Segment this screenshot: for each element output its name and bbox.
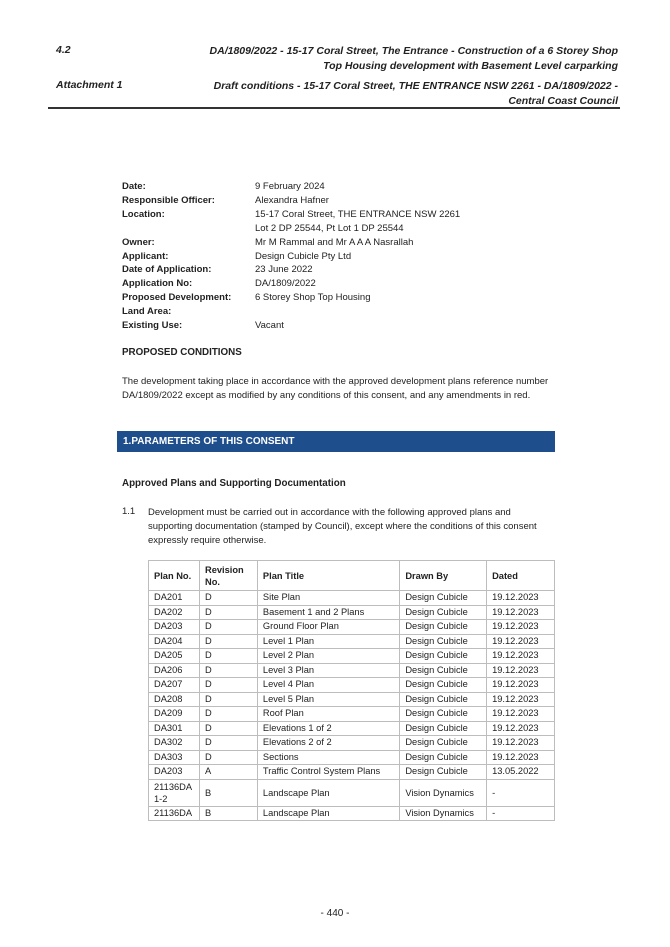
cell-plan-no: DA203 xyxy=(149,765,200,780)
detail-label: Application No: xyxy=(122,278,193,290)
cell-revision: D xyxy=(199,634,257,649)
cell-plan-title: Landscape Plan xyxy=(257,779,399,806)
attachment-label: Attachment 1 xyxy=(56,79,123,91)
detail-value: Lot 2 DP 25544, Pt Lot 1 DP 25544 xyxy=(255,222,404,234)
cell-plan-title: Level 1 Plan xyxy=(257,634,399,649)
table-row xyxy=(149,750,555,765)
detail-value: 6 Storey Shop Top Housing xyxy=(255,292,371,304)
detail-label: Land Area: xyxy=(122,306,172,318)
approved-plans-table xyxy=(148,560,555,821)
cell-plan-no: DA206 xyxy=(149,663,200,678)
item-title: DA/1809/2022 - 15-17 Coral Street, The Entrance - Construction of a 6 Storey Shop Top Housing development with Basement Level carparking xyxy=(209,45,618,72)
detail-row xyxy=(122,236,555,250)
cell-plan-no: DA208 xyxy=(149,692,200,707)
table-row xyxy=(149,707,555,722)
page-number: - 440 - xyxy=(320,908,350,919)
header-plan-title: Plan Title xyxy=(257,561,399,591)
cell-drawn-by: Design Cubicle xyxy=(400,765,487,780)
cell-plan-no: 21136DA xyxy=(149,806,200,821)
detail-row xyxy=(122,263,555,277)
cell-plan-title: Level 3 Plan xyxy=(257,663,399,678)
cell-plan-no: DA209 xyxy=(149,707,200,722)
cell-drawn-by: Design Cubicle xyxy=(400,620,487,635)
detail-row xyxy=(122,208,555,222)
cell-drawn-by: Design Cubicle xyxy=(400,678,487,693)
detail-row xyxy=(122,319,555,333)
cell-revision: D xyxy=(199,649,257,664)
detail-row xyxy=(122,222,555,236)
detail-value: Mr M Rammal and Mr A A A Nasrallah xyxy=(255,236,414,248)
cell-plan-title: Level 5 Plan xyxy=(257,692,399,707)
cell-drawn-by: Design Cubicle xyxy=(400,721,487,736)
header-drawn-by: Drawn By xyxy=(400,561,487,591)
cell-drawn-by: Design Cubicle xyxy=(400,634,487,649)
cell-plan-no: DA204 xyxy=(149,634,200,649)
application-details xyxy=(122,180,555,333)
cell-dated: 19.12.2023 xyxy=(487,750,555,765)
detail-label: Responsible Officer: xyxy=(122,194,215,206)
cell-dated: 19.12.2023 xyxy=(487,678,555,693)
cell-plan-title: Roof Plan xyxy=(257,707,399,722)
item-number: 4.2 xyxy=(56,44,71,56)
table-row xyxy=(149,634,555,649)
cell-plan-no: DA302 xyxy=(149,736,200,751)
table-row xyxy=(149,736,555,751)
detail-label: Applicant: xyxy=(122,250,169,262)
cell-plan-title: Landscape Plan xyxy=(257,806,399,821)
detail-label: Owner: xyxy=(122,236,155,248)
table-row xyxy=(149,692,555,707)
cell-drawn-by: Vision Dynamics xyxy=(400,806,487,821)
cell-plan-no: DA207 xyxy=(149,678,200,693)
cell-plan-no: DA202 xyxy=(149,605,200,620)
detail-value: Design Cubicle Pty Ltd xyxy=(255,250,352,262)
cell-plan-title: Elevations 2 of 2 xyxy=(257,736,399,751)
table-header-row xyxy=(149,561,555,591)
detail-label: Date of Application: xyxy=(122,264,212,276)
cell-dated: 19.12.2023 xyxy=(487,591,555,606)
cell-revision: D xyxy=(199,707,257,722)
detail-value: Vacant xyxy=(255,320,284,332)
proposed-conditions-heading: PROPOSED CONDITIONS xyxy=(122,347,242,358)
cell-revision: D xyxy=(199,692,257,707)
cell-plan-title: Traffic Control System Plans xyxy=(257,765,399,780)
proposed-conditions-text: The development taking place in accordance with the approved development plans reference number DA/1809/2022 except as modified by any conditions of this consent, and any amendments in red. xyxy=(122,376,549,401)
table-row xyxy=(149,721,555,736)
table-row xyxy=(149,806,555,821)
cell-dated: 19.12.2023 xyxy=(487,649,555,664)
cell-plan-title: Basement 1 and 2 Plans xyxy=(257,605,399,620)
table-row xyxy=(149,591,555,606)
cell-dated: 19.12.2023 xyxy=(487,605,555,620)
cell-revision: D xyxy=(199,591,257,606)
detail-label: Location: xyxy=(122,208,165,220)
cell-dated: 19.12.2023 xyxy=(487,663,555,678)
detail-label: Proposed Development: xyxy=(122,292,232,304)
cell-revision: A xyxy=(199,765,257,780)
header-dated: Dated xyxy=(487,561,555,591)
cell-revision: D xyxy=(199,721,257,736)
cell-revision: B xyxy=(199,779,257,806)
cell-plan-no: DA205 xyxy=(149,649,200,664)
detail-value: 9 February 2024 xyxy=(255,181,325,192)
cell-drawn-by: Design Cubicle xyxy=(400,707,487,722)
cell-dated: 19.12.2023 xyxy=(487,736,555,751)
detail-value: 15-17 Coral Street, THE ENTRANCE NSW 2261 xyxy=(255,208,461,220)
cell-revision: B xyxy=(199,806,257,821)
cell-drawn-by: Design Cubicle xyxy=(400,605,487,620)
table-body xyxy=(149,591,555,821)
cell-revision: D xyxy=(199,620,257,635)
cell-plan-title: Level 4 Plan xyxy=(257,678,399,693)
cell-drawn-by: Vision Dynamics xyxy=(400,779,487,806)
detail-row xyxy=(122,291,555,305)
cell-drawn-by: Design Cubicle xyxy=(400,591,487,606)
header-revision-no: Revision No. xyxy=(199,561,257,591)
detail-value: 23 June 2022 xyxy=(255,264,313,276)
section-banner: 1.PARAMETERS OF THIS CONSENT xyxy=(117,431,555,452)
cell-dated: - xyxy=(487,806,555,821)
cell-drawn-by: Design Cubicle xyxy=(400,736,487,751)
table-row xyxy=(149,605,555,620)
header-divider xyxy=(48,107,620,109)
condition-text: Development must be carried out in accordance with the following approved plans and supporting documentation (stamped by Council), except where the conditions of this consent expressly require otherwise. xyxy=(148,507,537,546)
table-row xyxy=(149,663,555,678)
detail-row xyxy=(122,194,555,208)
cell-revision: D xyxy=(199,663,257,678)
approved-plans-heading: Approved Plans and Supporting Documentation xyxy=(122,478,346,489)
detail-row xyxy=(122,250,555,264)
cell-plan-title: Elevations 1 of 2 xyxy=(257,721,399,736)
cell-plan-no: DA303 xyxy=(149,750,200,765)
cell-revision: D xyxy=(199,736,257,751)
cell-revision: D xyxy=(199,678,257,693)
detail-row xyxy=(122,180,555,194)
table-row xyxy=(149,779,555,806)
cell-plan-no: DA203 xyxy=(149,620,200,635)
detail-row xyxy=(122,305,555,319)
table-row xyxy=(149,678,555,693)
cell-plan-no: DA301 xyxy=(149,721,200,736)
cell-dated: 19.12.2023 xyxy=(487,620,555,635)
cell-dated: 19.12.2023 xyxy=(487,707,555,722)
cell-plan-no: 21136DA 1-2 xyxy=(149,779,200,806)
cell-revision: D xyxy=(199,605,257,620)
cell-plan-title: Sections xyxy=(257,750,399,765)
cell-dated: 13.05.2022 xyxy=(487,765,555,780)
cell-plan-title: Site Plan xyxy=(257,591,399,606)
detail-value xyxy=(255,305,555,319)
header-plan-no: Plan No. xyxy=(149,561,200,591)
cell-dated: 19.12.2023 xyxy=(487,692,555,707)
condition-number: 1.1 xyxy=(122,506,136,517)
cell-plan-title: Ground Floor Plan xyxy=(257,620,399,635)
cell-revision: D xyxy=(199,750,257,765)
detail-label xyxy=(122,222,255,236)
cell-dated: 19.12.2023 xyxy=(487,721,555,736)
detail-value: Alexandra Hafner xyxy=(255,194,329,206)
attachment-title: Draft conditions - 15-17 Coral Street, THE ENTRANCE NSW 2261 - DA/1809/2022 - Central Coast Council xyxy=(213,80,618,107)
cell-plan-no: DA201 xyxy=(149,591,200,606)
table-row xyxy=(149,620,555,635)
table-row xyxy=(149,649,555,664)
detail-label: Existing Use: xyxy=(122,320,183,332)
cell-drawn-by: Design Cubicle xyxy=(400,663,487,678)
detail-label: Date: xyxy=(122,181,146,192)
cell-dated: - xyxy=(487,779,555,806)
detail-value: DA/1809/2022 xyxy=(255,278,316,290)
cell-plan-title: Level 2 Plan xyxy=(257,649,399,664)
detail-row xyxy=(122,277,555,291)
table-row xyxy=(149,765,555,780)
cell-drawn-by: Design Cubicle xyxy=(400,649,487,664)
cell-drawn-by: Design Cubicle xyxy=(400,750,487,765)
cell-drawn-by: Design Cubicle xyxy=(400,692,487,707)
cell-dated: 19.12.2023 xyxy=(487,634,555,649)
